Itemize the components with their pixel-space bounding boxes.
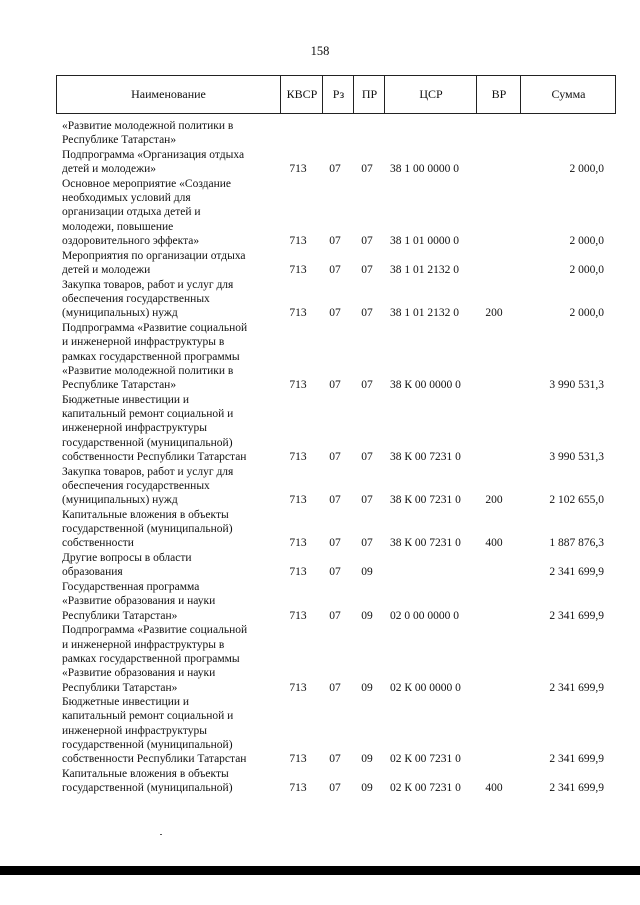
row-name-line: Бюджетные инвестиции и xyxy=(62,696,190,709)
row-pr: 07 xyxy=(361,163,373,176)
row-name-line: собственности Республики Татарстан xyxy=(62,450,247,463)
row-name-line: собственности xyxy=(62,537,134,550)
row-name-line: «Развитие молодежной политики в xyxy=(62,120,234,132)
table-row xyxy=(0,695,640,767)
row-name-line: рамках государственной программы xyxy=(62,350,240,363)
row-kvsr: 713 xyxy=(289,609,307,622)
row-sum: 2 341 699,9 xyxy=(549,609,604,622)
row-rz: 07 xyxy=(329,681,341,694)
row-vr: 400 xyxy=(485,782,503,795)
table-row xyxy=(0,465,640,508)
table-row xyxy=(0,177,640,249)
row-sum: 2 341 699,9 xyxy=(549,753,604,766)
row-name-line: необходимых условий для xyxy=(62,192,191,205)
row-rz: 07 xyxy=(329,235,341,248)
row-pr: 09 xyxy=(361,753,373,766)
column-header-csr: ЦСР xyxy=(384,76,477,113)
row-name-line: Подпрограмма «Развитие социальной xyxy=(62,321,248,334)
row-name-line: (муниципальных) нужд xyxy=(62,494,178,507)
row-kvsr: 713 xyxy=(289,537,307,550)
table-row xyxy=(0,321,640,393)
row-name-line: государственной (муниципальной) xyxy=(62,782,233,795)
table-row xyxy=(0,508,640,551)
row-rz: 07 xyxy=(329,753,341,766)
row-name-line: детей и молодежи» xyxy=(62,163,156,176)
row-kvsr: 713 xyxy=(289,566,307,579)
row-pr: 07 xyxy=(361,494,373,507)
row-name-line: Республике Татарстан» xyxy=(62,134,177,147)
row-kvsr: 713 xyxy=(289,681,307,694)
row-name xyxy=(62,623,269,694)
scan-speck xyxy=(160,834,162,835)
row-pr: 07 xyxy=(361,451,373,463)
row-sum: 2 341 699,9 xyxy=(549,681,604,694)
row-name xyxy=(62,321,269,392)
row-pr: 07 xyxy=(361,235,373,248)
row-name xyxy=(62,465,269,508)
row-kvsr: 713 xyxy=(289,451,307,463)
row-pr: 07 xyxy=(361,264,373,277)
row-name xyxy=(62,393,269,464)
row-rz: 07 xyxy=(329,566,341,579)
row-kvsr: 713 xyxy=(289,307,307,320)
row-csr: 38 К 00 7231 0 xyxy=(390,451,461,463)
row-name-line: организации отдыха детей и xyxy=(62,206,201,219)
row-csr: 38 1 01 2132 0 xyxy=(390,264,459,277)
row-pr: 09 xyxy=(361,609,373,622)
table-row xyxy=(0,249,640,278)
row-kvsr: 713 xyxy=(289,235,307,248)
row-name xyxy=(62,695,269,766)
row-rz: 07 xyxy=(329,307,341,320)
table-row xyxy=(0,119,640,148)
row-name-line: детей и молодежи xyxy=(62,264,151,277)
scan-bottom-border xyxy=(0,866,640,875)
row-csr: 38 К 00 7231 0 xyxy=(390,537,461,550)
row-name-line: Мероприятия по организации отдыха xyxy=(62,249,246,262)
row-name-line: (муниципальных) нужд xyxy=(62,307,178,320)
row-pr: 09 xyxy=(361,566,373,579)
row-csr: 02 К 00 7231 0 xyxy=(390,753,461,766)
row-csr: 02 К 00 7231 0 xyxy=(390,782,461,795)
row-name-line: «Развитие молодежной политики в xyxy=(62,364,234,377)
row-vr: 200 xyxy=(485,307,503,320)
row-name-line: образования xyxy=(62,566,123,579)
row-vr: 400 xyxy=(485,537,503,550)
row-sum: 2 341 699,9 xyxy=(549,566,604,579)
row-name-line: капитальный ремонт социальной и xyxy=(62,408,234,421)
row-name-line: обеспечения государственных xyxy=(62,292,210,305)
row-name-line: обеспечения государственных xyxy=(62,479,210,492)
row-name-line: инженерной инфраструктуры xyxy=(62,724,207,737)
table-row xyxy=(0,551,640,580)
row-sum: 2 102 655,0 xyxy=(549,494,604,507)
row-pr: 07 xyxy=(361,307,373,320)
row-name-line: Закупка товаров, работ и услуг для xyxy=(62,278,234,291)
row-kvsr: 713 xyxy=(289,753,307,766)
table-row xyxy=(0,767,640,796)
row-csr: 38 1 01 0000 0 xyxy=(390,235,459,248)
row-sum: 3 990 531,3 xyxy=(549,451,604,463)
row-csr: 38 1 01 2132 0 xyxy=(390,307,459,320)
row-name xyxy=(62,278,269,321)
table-header xyxy=(56,75,616,114)
row-name-line: государственной (муниципальной) xyxy=(62,739,233,752)
row-kvsr: 713 xyxy=(289,379,307,392)
row-name-line: оздоровительного эффекта» xyxy=(62,235,200,248)
row-pr: 09 xyxy=(361,782,373,795)
table-row xyxy=(0,148,640,177)
row-name-line: и инженерной инфраструктуры в xyxy=(62,336,225,349)
row-name-line: Закупка товаров, работ и услуг для xyxy=(62,465,234,478)
row-name-line: капитальный ремонт социальной и xyxy=(62,710,234,723)
column-header-kvsr: КВСР xyxy=(280,76,323,113)
row-csr: 38 1 00 0000 0 xyxy=(390,163,459,176)
row-csr: 38 К 00 7231 0 xyxy=(390,494,461,507)
column-header-vr: ВР xyxy=(476,76,521,113)
row-pr: 07 xyxy=(361,379,373,392)
row-name-line: Республики Татарстан» xyxy=(62,681,178,694)
row-name xyxy=(62,767,269,796)
row-name-line: Подпрограмма «Развитие социальной xyxy=(62,624,248,637)
column-header-pr: ПР xyxy=(353,76,385,113)
row-name xyxy=(62,580,269,623)
row-name xyxy=(62,148,269,177)
row-pr: 07 xyxy=(361,537,373,550)
row-sum: 1 887 876,3 xyxy=(549,537,604,550)
table-row xyxy=(0,393,640,465)
row-sum: 2 000,0 xyxy=(569,307,604,320)
row-name-line: Основное мероприятие «Создание xyxy=(62,177,232,190)
row-name-line: молодежи, повышение xyxy=(62,220,174,233)
row-rz: 07 xyxy=(329,451,341,463)
row-name xyxy=(62,551,269,580)
row-name-line: Государственная программа xyxy=(62,581,200,594)
row-name-line: Бюджетные инвестиции и xyxy=(62,393,190,406)
row-rz: 07 xyxy=(329,379,341,392)
row-name-line: Капитальные вложения в объекты xyxy=(62,768,229,781)
row-name xyxy=(62,177,269,248)
row-name-line: Другие вопросы в области xyxy=(62,552,192,565)
row-kvsr: 713 xyxy=(289,163,307,176)
column-header-name: Наименование xyxy=(131,87,206,101)
row-rz: 07 xyxy=(329,782,341,795)
row-rz: 07 xyxy=(329,264,341,277)
row-name-line: и инженерной инфраструктуры в xyxy=(62,638,225,651)
row-rz: 07 xyxy=(329,609,341,622)
row-kvsr: 713 xyxy=(289,782,307,795)
row-kvsr: 713 xyxy=(289,264,307,277)
row-name-line: «Развитие образования и науки xyxy=(62,667,216,680)
row-name-line: рамках государственной программы xyxy=(62,652,240,665)
row-sum: 2 000,0 xyxy=(569,264,604,277)
row-name-line: собственности Республики Татарстан xyxy=(62,753,247,766)
row-name-line: Капитальные вложения в объекты xyxy=(62,508,229,521)
row-rz: 07 xyxy=(329,494,341,507)
row-name-line: государственной (муниципальной) xyxy=(62,523,233,536)
column-header-sum: Сумма xyxy=(520,76,616,113)
row-name-line: инженерной инфраструктуры xyxy=(62,422,207,435)
row-csr: 02 К 00 0000 0 xyxy=(390,681,461,694)
row-vr: 200 xyxy=(485,494,503,507)
row-pr: 09 xyxy=(361,681,373,694)
row-name-line: «Развитие образования и науки xyxy=(62,595,216,608)
row-name-line: Республике Татарстан» xyxy=(62,379,177,392)
table-row xyxy=(0,623,640,695)
row-csr: 02 0 00 0000 0 xyxy=(390,609,459,622)
row-sum: 2 341 699,9 xyxy=(549,782,604,795)
page-number: 158 xyxy=(310,44,330,58)
column-header-rz: Рз xyxy=(322,76,354,113)
row-sum: 2 000,0 xyxy=(569,235,604,248)
row-csr: 38 К 00 0000 0 xyxy=(390,379,461,392)
row-name-line: Подпрограмма «Организация отдыха xyxy=(62,148,245,161)
row-kvsr: 713 xyxy=(289,494,307,507)
row-rz: 07 xyxy=(329,537,341,550)
row-name-line: Республики Татарстан» xyxy=(62,609,178,622)
row-rz: 07 xyxy=(329,163,341,176)
row-sum: 3 990 531,3 xyxy=(549,379,604,392)
row-name-line: государственной (муниципальной) xyxy=(62,436,233,449)
table-row xyxy=(0,278,640,321)
row-name xyxy=(62,119,269,148)
table-row xyxy=(0,580,640,623)
row-name xyxy=(62,508,269,551)
row-sum: 2 000,0 xyxy=(569,163,604,176)
row-name xyxy=(62,249,269,278)
